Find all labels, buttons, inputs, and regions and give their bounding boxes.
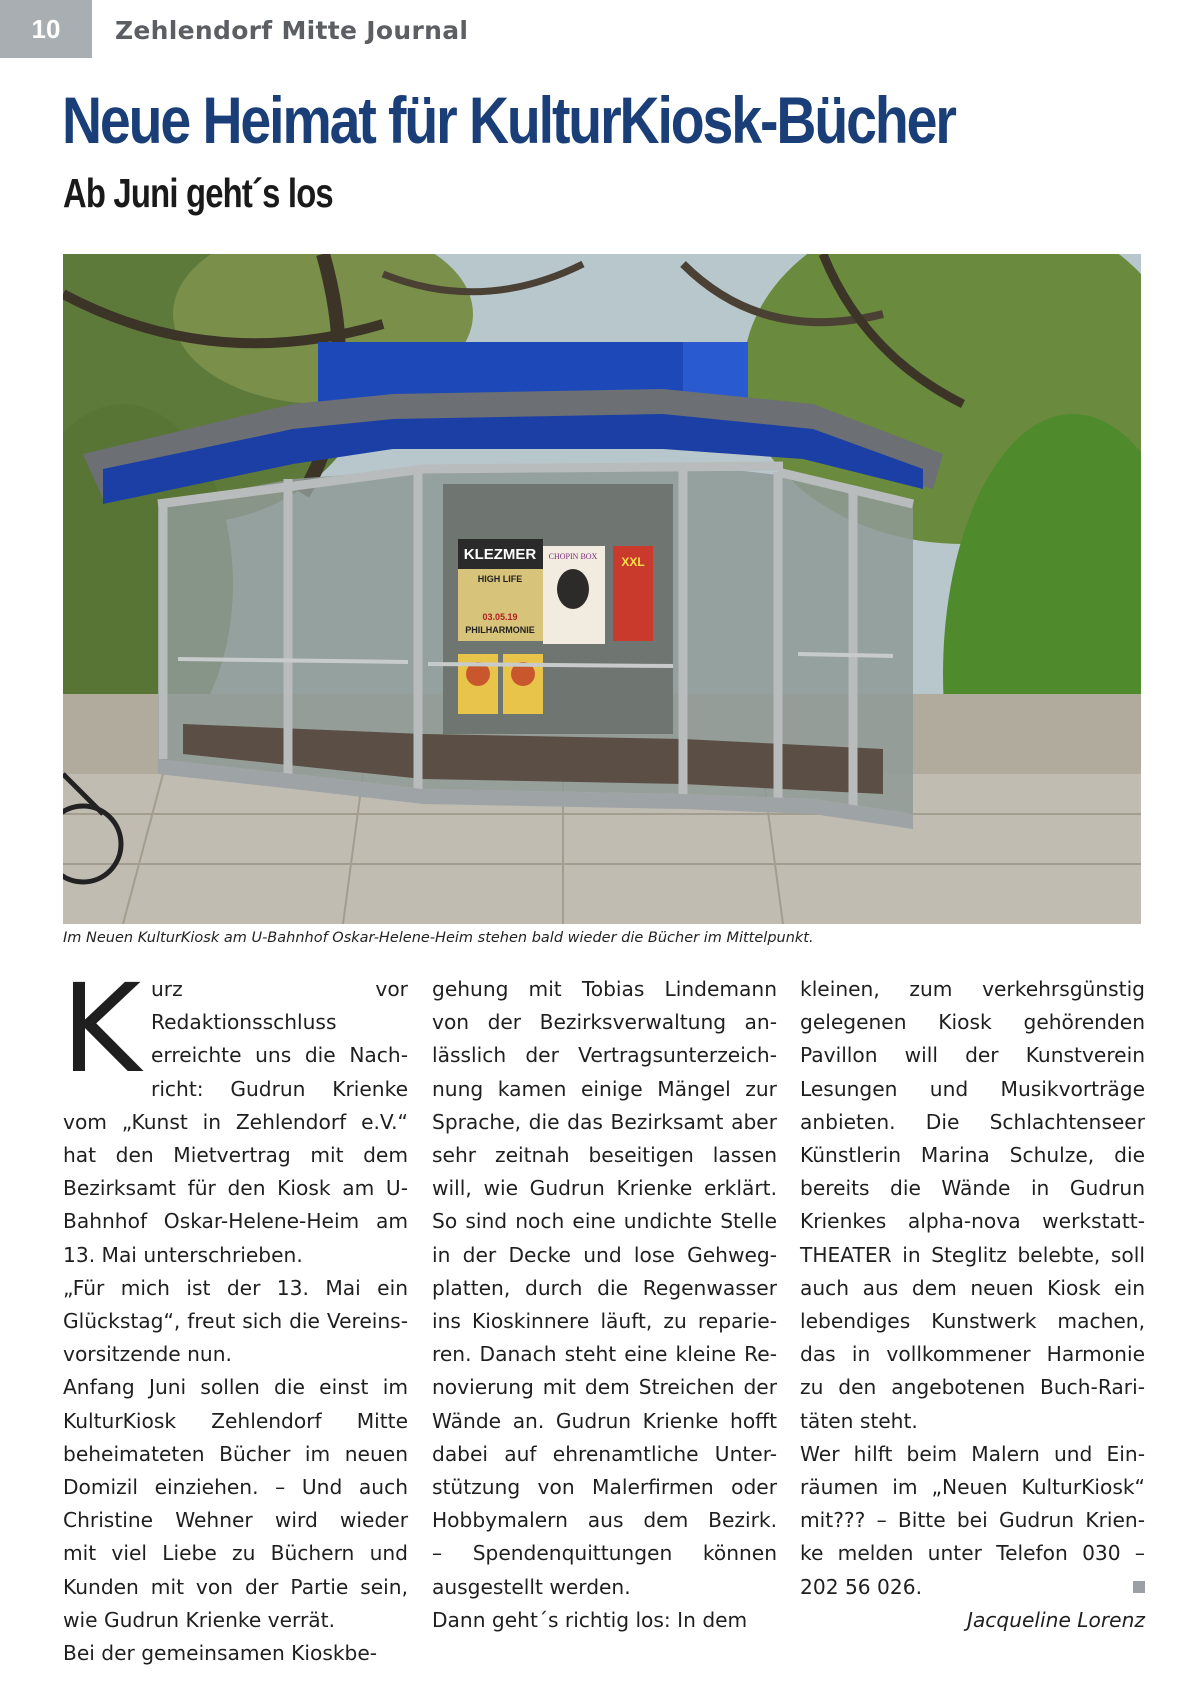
text-line: hat den Mietvertrag mit dem (63, 1143, 408, 1168)
poster-klezmer-venue: PHILHARMONIE (465, 625, 535, 635)
text-line: KulturKiosk Zehlendorf Mitte (63, 1408, 408, 1433)
text-line: Sprache, die das Bezirksamt aber (432, 1109, 777, 1134)
text-line: von der Bezirksverwaltung an- (432, 1010, 777, 1035)
text-line: Bezirksamt für den Kiosk am U- (63, 1176, 408, 1201)
text-line: Lesungen und Musikvorträge (800, 1076, 1145, 1101)
text-line: mit viel Liebe zu Büchern und (63, 1541, 408, 1566)
text-line: mit??? – Bitte bei Gudrun Krien- (800, 1508, 1145, 1533)
text-line: Wer hilft beim Malern und Ein- (800, 1441, 1145, 1466)
text-line: dabei auf ehrenamtliche Unter- (432, 1441, 777, 1466)
end-mark-icon (1133, 1581, 1145, 1593)
text-line: zu den angebotenen Buch-Rari- (800, 1375, 1145, 1400)
text-line: stützung von Malerfirmen oder (432, 1475, 777, 1500)
poster-chopin-title: CHOPIN BOX (548, 552, 598, 561)
text-line: vom „Kunst in Zehlendorf e.V.“ (63, 1109, 408, 1134)
text-line: Glückstag“, freut sich die Vereins- (63, 1309, 408, 1334)
text-line (800, 1571, 1145, 1604)
journal-name: Zehlendorf Mitte Journal (115, 16, 469, 45)
text-line: Dann geht´s richtig los: In dem (432, 1607, 748, 1632)
text-line: räumen im „Neuen KulturKiosk“ (800, 1475, 1145, 1500)
text-line: ins Kioskinnere läuft, zu reparie- (432, 1309, 777, 1334)
text-line: gelegenen Kiosk gehörenden (800, 1010, 1145, 1035)
text-line: Pavillon will der Kunstverein (800, 1043, 1145, 1068)
article-author: Jacqueline Lorenz (966, 1607, 1145, 1632)
text-line: So sind noch eine undichte Stelle (432, 1209, 777, 1234)
text-line: erreichte uns die Nach- (151, 1043, 408, 1068)
text-line: Bahnhof Oskar-Helene-Heim am (63, 1209, 408, 1234)
text-line: täten steht. (800, 1408, 918, 1433)
text-line: – Spendenquittungen können (432, 1541, 777, 1566)
text-line: 13. Mai unterschrieben. (63, 1242, 303, 1267)
text-line: wie Gudrun Krienke verrät. (63, 1607, 335, 1632)
text-line: Wände an. Gudrun Krienke hofft (432, 1408, 777, 1433)
text-line: urz vor Redaktionsschluss (151, 977, 408, 1035)
page-number: 10 (0, 0, 92, 58)
text-line: gehung mit Tobias Lindemann (432, 977, 777, 1001)
article-headline: Neue Heimat für KulturKiosk-Bücher (62, 83, 955, 157)
text-line: THEATER in Steglitz belebte, soll (800, 1242, 1145, 1267)
text-line: platten, durch die Regenwasser (432, 1275, 777, 1300)
article-column-1 (61, 958, 408, 1670)
text-line: in der Decke und lose Gehweg- (432, 1242, 777, 1267)
text-line: ausgestellt werden. (432, 1574, 631, 1599)
text-line: lässlich der Vertragsunterzeich- (432, 1043, 777, 1068)
text-line: vorsitzende nun. (63, 1342, 232, 1367)
text-line: Künstlerin Marina Schulze, die (800, 1143, 1145, 1168)
text-line: richt: Gudrun Krienke (151, 1076, 408, 1101)
poster-klezmer-date: 03.05.19 (482, 612, 518, 622)
text-line-content: 202 56 026. (800, 1574, 923, 1599)
article-photo (63, 254, 1141, 924)
text-line: novierung mit dem Streichen der (432, 1375, 777, 1400)
drop-cap: K (61, 958, 142, 1100)
text-line: kleinen, zum verkehrsgünstig (800, 977, 1145, 1001)
article-column-2 (432, 973, 777, 1637)
kiosk-photo-illustration (63, 254, 1141, 924)
article-subheadline: Ab Juni geht´s los (63, 170, 333, 216)
text-line: Domizil einziehen. – Und auch (63, 1475, 408, 1500)
text-line: Christine Wehner wird wieder (63, 1508, 408, 1533)
text-line: Hobbymalern aus dem Bezirk. (432, 1508, 777, 1533)
text-line: ke melden unter Telefon 030 – (800, 1541, 1145, 1566)
text-line: Bei der gemeinsamen Kioskbe- (63, 1641, 378, 1666)
text-line: will, wie Gudrun Krienke erklärt. (432, 1176, 777, 1201)
text-line: ren. Danach steht eine kleine Re- (432, 1342, 777, 1367)
text-line: lebendiges Kunstwerk machen, (800, 1309, 1145, 1334)
poster-xxl-title: XXL (621, 555, 645, 569)
text-line: bereits die Wände in Gudrun (800, 1176, 1145, 1201)
text-line: das in vollkommener Harmonie (800, 1342, 1145, 1367)
text-line: nung kamen einige Mängel zur (432, 1076, 777, 1101)
text-line: anbieten. Die Schlachtenseer (800, 1109, 1145, 1134)
poster-klezmer-sub: HIGH LIFE (477, 574, 523, 584)
text-line: Anfang Juni sollen die einst im (63, 1375, 408, 1400)
photo-caption: Im Neuen KulturKiosk am U-Bahnhof Oskar-Helene-Heim stehen bald wieder die Bücher im Mittelpunkt. (63, 930, 814, 946)
poster-klezmer-title: KLEZMER (463, 546, 537, 563)
text-line: Krienkes alpha-nova werkstatt- (800, 1209, 1145, 1234)
text-line: „Für mich ist der 13. Mai ein (63, 1275, 408, 1300)
article-column-3 (800, 973, 1145, 1637)
text-line: sehr zeitnah beseitigen lassen (432, 1143, 777, 1168)
text-line: Kunden mit von der Partie sein, (63, 1574, 408, 1599)
text-line: auch aus dem neuen Kiosk ein (800, 1275, 1145, 1300)
text-line: beheimateten Bücher im neuen (63, 1441, 408, 1466)
